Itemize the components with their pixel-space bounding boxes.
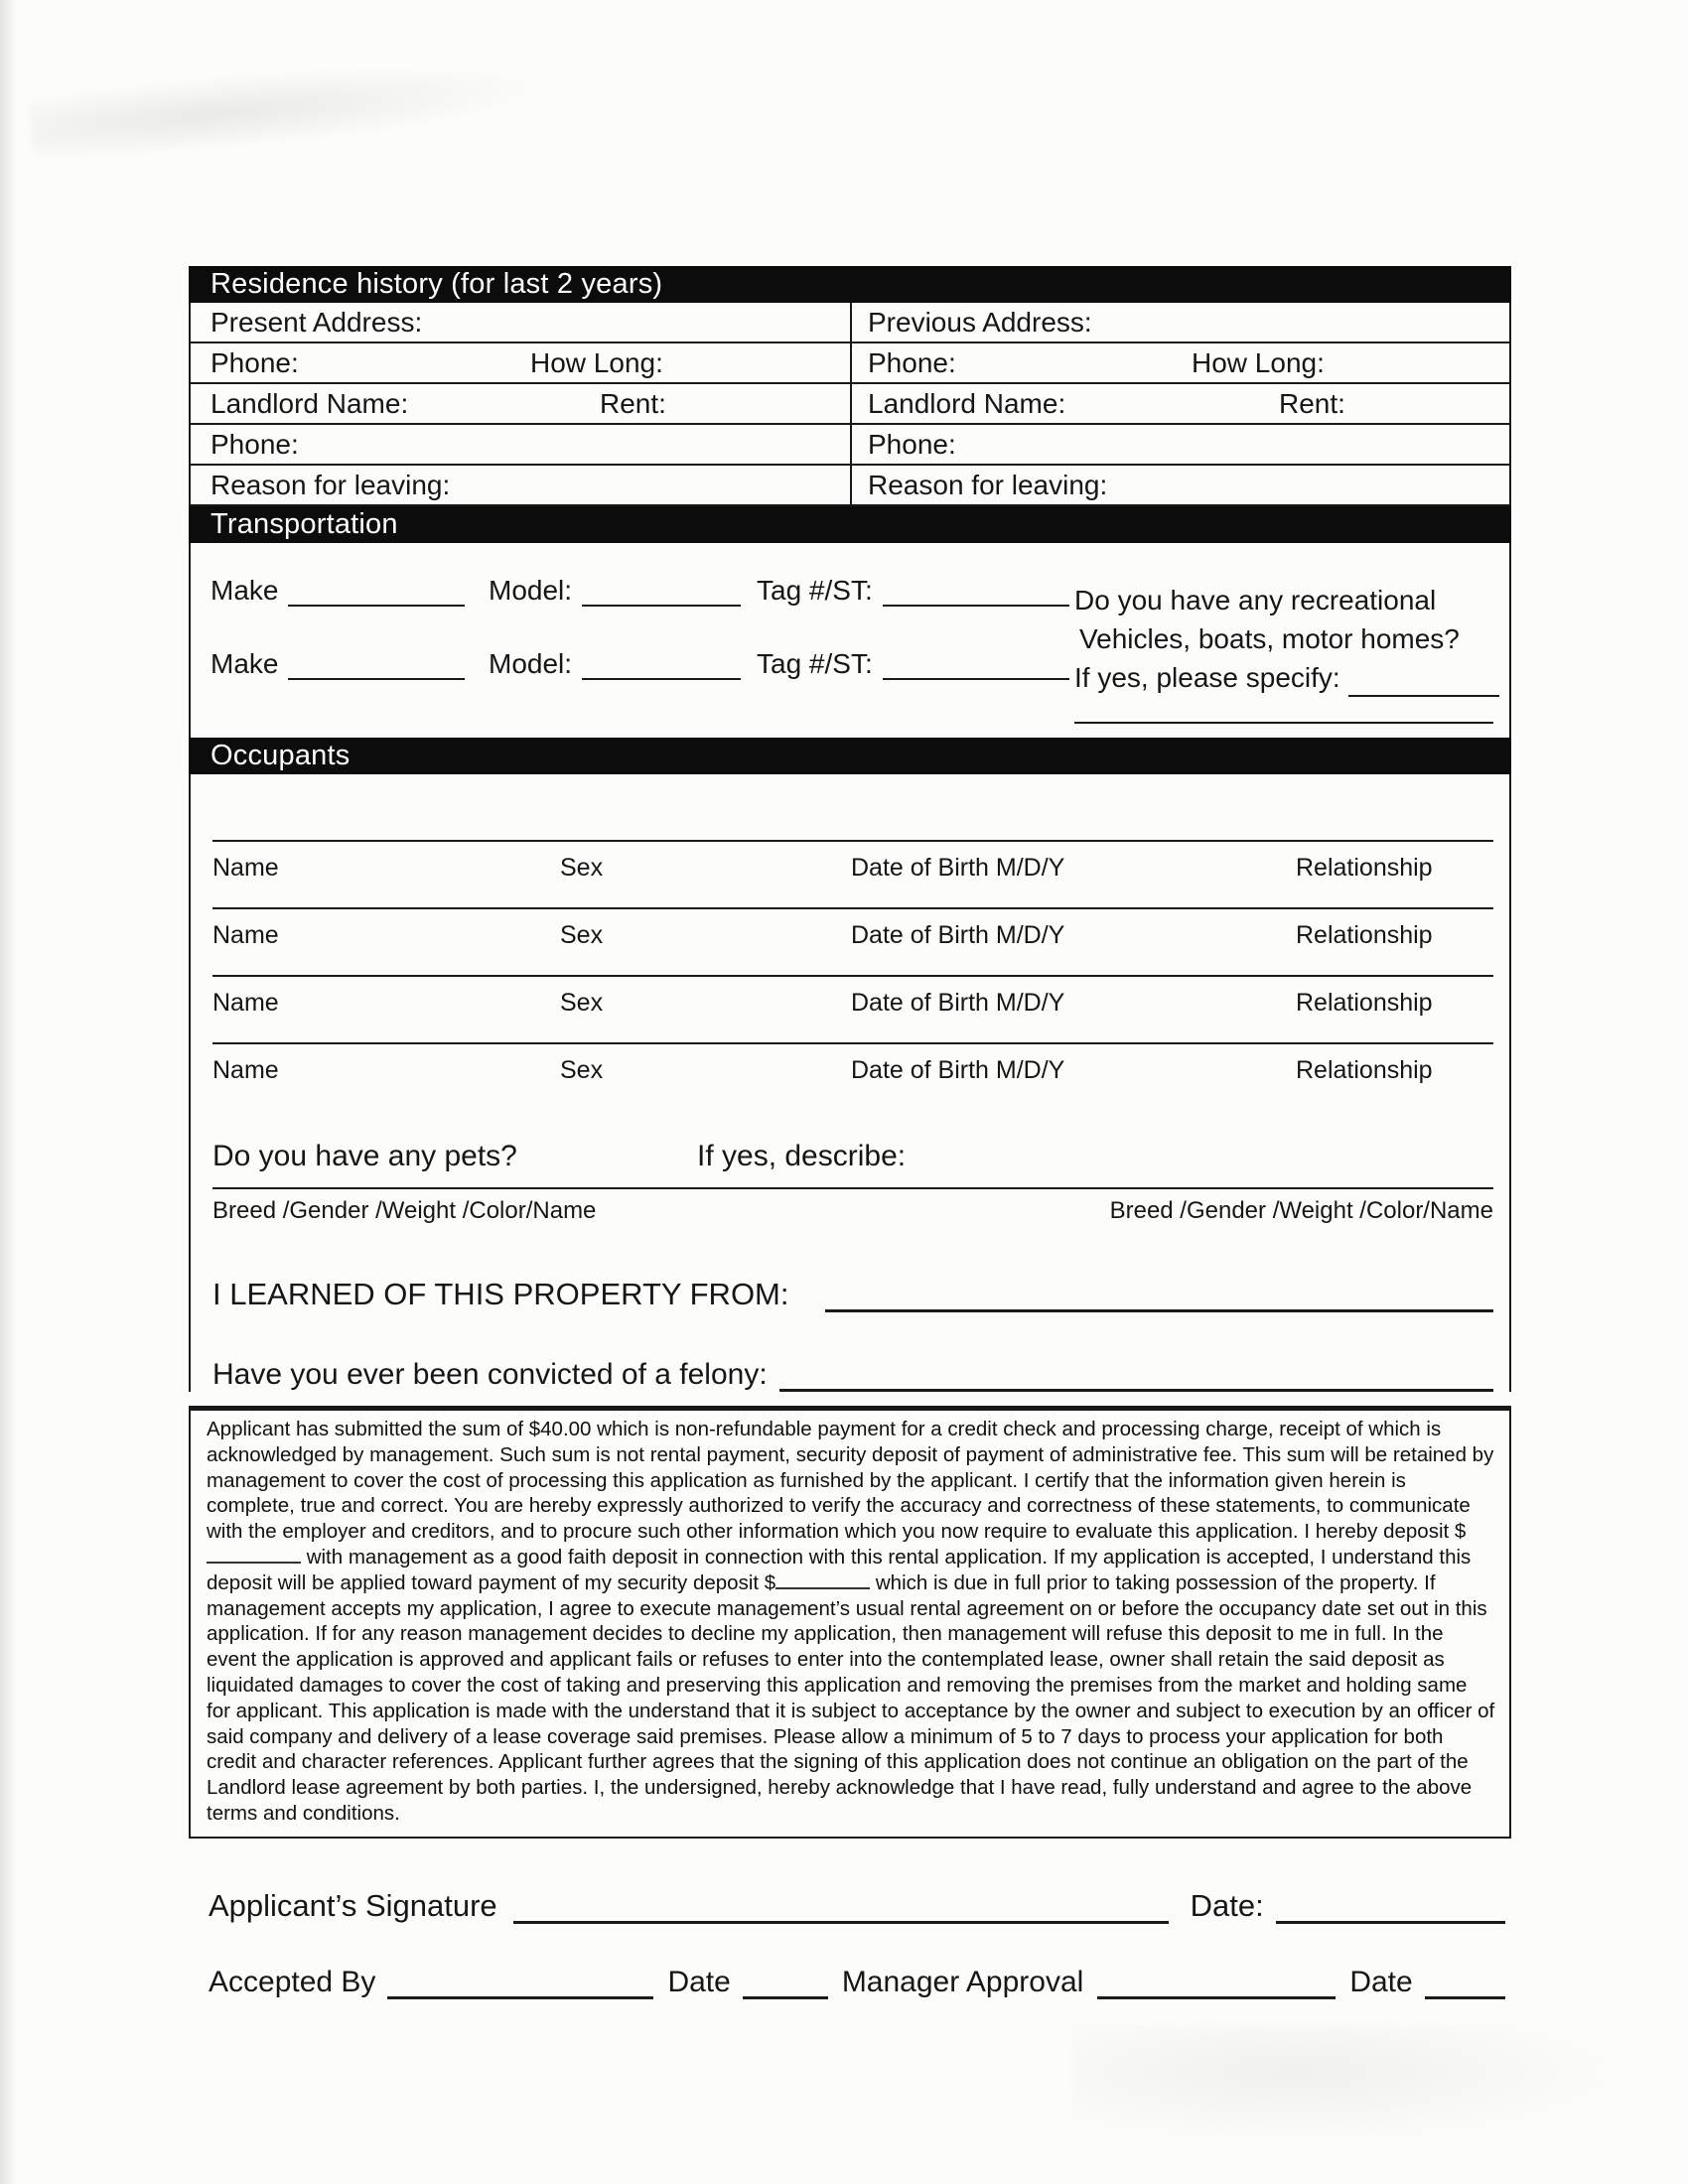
recreational-question-line1: Do you have any recreational: [1074, 585, 1437, 615]
specify-label: If yes, please specify:: [1074, 662, 1340, 693]
phone-label: Phone:: [211, 428, 299, 460]
occupant-column-labels: [191, 977, 1509, 1018]
scan-edge-shadow: [0, 0, 16, 2184]
model-blank-line: [582, 650, 741, 680]
table-row: [191, 343, 1509, 384]
scan-artifact: [1072, 2025, 1628, 2144]
occupants-body: [189, 774, 1511, 1392]
pets-blank-line: [212, 1187, 1493, 1189]
transportation-section-header: [189, 506, 1511, 543]
pet-detail-label-left: Breed /Gender /Weight /Color/Name: [212, 1197, 597, 1224]
model-field: [489, 575, 741, 607]
manager-date-label: Date: [1349, 1965, 1413, 1998]
pets-question-label: Do you have any pets?: [212, 1140, 517, 1172]
relationship-label: Relationship: [1296, 989, 1433, 1017]
residence-history-table: [189, 303, 1511, 506]
recreational-vehicles-question: [1074, 581, 1499, 697]
accepted-date-blank-line: [743, 1966, 828, 1999]
relationship-label: Relationship: [1296, 921, 1433, 949]
residence-history-title: Residence history (for last 2 years): [211, 268, 663, 300]
model-blank-line: [582, 577, 741, 607]
table-row: [191, 303, 1509, 343]
present-reason-leaving-cell: [191, 466, 850, 504]
previous-address-label: Previous Address:: [868, 306, 1092, 338]
reason-for-leaving-label: Reason for leaving:: [868, 469, 1108, 500]
tag-label: Tag #/ST:: [757, 575, 873, 606]
make-label: Make: [211, 648, 279, 679]
make-field: [211, 648, 465, 680]
present-landlord-rent-cell: [191, 384, 850, 423]
occupants-title: Occupants: [211, 740, 351, 771]
learned-of-property-label: I LEARNED OF THIS PROPERTY FROM:: [212, 1277, 789, 1311]
specify-blank-line: [1348, 663, 1499, 697]
deposit-amount-blank-line: [207, 1548, 301, 1564]
sex-label: Sex: [560, 1056, 604, 1084]
present-address-cell: [191, 303, 850, 341]
occupants-section-header: [189, 738, 1511, 774]
sex-label: Sex: [560, 854, 604, 882]
legal-text-part3: which is due in full prior to taking possession of the property. If management accepts my application, I agree to execute management’s usual rental agreement on or before the occupancy date set out in this application. If for any reason management decides to decline my application, then management will refuse this deposit to me in full. In the event the application is approved and applicant fails or refuses to enter into the contemplated lease, owner shall retain the said deposit as liquidated damages to cover the cost of taking and preserving this application and removing the premises from the market and holding same for applicant. This application is made with the understand that it is subject to acceptance by the owner and subject to execution by an officer of said company and delivery of a lease coverage said premises. Please allow a minimum of 5 to 7 days to process your application for both credit and character references. Applicant further agrees that the signing of this application does not continue an obligation on the part of the Landlord lease agreement by both parties. I, the undersigned, hereby acknowledge that I have read, fully understand and agree to the above terms and conditions.: [207, 1570, 1495, 1825]
legal-text-part1: Applicant has submitted the sum of $40.00 which is non-refundable payment for a credit check and processing charge, receipt of which is acknowledged by management. Such sum is not rental payment, security deposit of payment of administrative fee. This sum will be retained by management to cover the cost of processing this application as furnished by the applicant. I certify that the information given herein is complete, true and correct. You are hereby expressly authorized to verify the accuracy and correctness of these statements, to communicate with the employer and creditors, and to procure such other information which you now require to evaluate this application. I hereby deposit $: [207, 1418, 1494, 1544]
pets-describe-label: If yes, describe:: [697, 1140, 907, 1172]
sex-label: Sex: [560, 989, 604, 1017]
accepted-by-blank-line: [387, 1966, 653, 1999]
learned-of-property-row: [212, 1277, 1493, 1312]
occupant-row: [191, 1042, 1509, 1110]
specify-extra-blank-line: [1074, 722, 1493, 724]
tag-label: Tag #/ST:: [757, 648, 873, 679]
rent-label: Rent:: [600, 387, 666, 419]
tag-blank-line: [883, 577, 1069, 607]
table-row: [191, 466, 1509, 506]
transportation-title: Transportation: [211, 508, 398, 540]
scan-artifact: [28, 47, 548, 161]
pet-detail-label-right: Breed /Gender /Weight /Color/Name: [1109, 1197, 1493, 1224]
occupant-row: [191, 840, 1509, 907]
previous-landlord-rent-cell: [850, 384, 1509, 423]
signature-date-label: Date:: [1190, 1887, 1264, 1923]
table-row: [191, 425, 1509, 466]
occupant-column-labels: [191, 1044, 1509, 1085]
make-blank-line: [288, 650, 465, 680]
model-field: [489, 648, 741, 680]
how-long-label: How Long:: [530, 346, 663, 378]
make-field: [211, 575, 465, 607]
previous-landlord-phone-cell: [850, 425, 1509, 464]
present-address-label: Present Address:: [211, 306, 423, 338]
phone-label: Phone:: [868, 428, 956, 460]
occupant-column-labels: [191, 842, 1509, 883]
name-label: Name: [212, 989, 279, 1017]
security-deposit-amount-blank-line: [775, 1573, 870, 1589]
present-landlord-phone-cell: [191, 425, 850, 464]
tag-blank-line: [883, 650, 1069, 680]
previous-address-cell: [850, 303, 1509, 341]
dob-label: Date of Birth M/D/Y: [851, 1056, 1065, 1084]
pet-detail-labels-row: [212, 1197, 1493, 1225]
legal-text-part2: with management as a good faith deposit in connection with this rental application. If my application is accepted, I understand this deposit will be applied toward payment of my security deposit $: [207, 1545, 1472, 1594]
recreational-question-line2: Vehicles, boats, motor homes?: [1079, 623, 1460, 654]
relationship-label: Relationship: [1296, 1056, 1433, 1084]
legal-terms-paragraph: [189, 1406, 1511, 1839]
present-phone-howlong-cell: [191, 343, 850, 382]
landlord-name-label: Landlord Name:: [868, 387, 1066, 419]
office-approval-row: [209, 1966, 1505, 1999]
applicant-signature-label: Applicant’s Signature: [209, 1887, 497, 1923]
felony-question-row: [212, 1358, 1493, 1392]
felony-blank-line: [779, 1358, 1493, 1392]
rental-application-form: [189, 266, 1511, 1999]
reason-for-leaving-label: Reason for leaving:: [211, 469, 451, 500]
rent-label: Rent:: [1279, 387, 1345, 419]
relationship-label: Relationship: [1296, 854, 1433, 882]
model-label: Model:: [489, 575, 573, 606]
phone-label: Phone:: [211, 346, 299, 378]
tag-field: [757, 575, 1069, 607]
how-long-label: How Long:: [1192, 346, 1325, 378]
sex-label: Sex: [560, 921, 604, 949]
model-label: Model:: [489, 648, 573, 679]
applicant-signature-blank-line: [513, 1888, 1169, 1924]
phone-label: Phone:: [868, 346, 956, 378]
felony-question-label: Have you ever been convicted of a felony:: [212, 1358, 768, 1391]
name-label: Name: [212, 854, 279, 882]
occupant-row: [191, 907, 1509, 975]
table-row: [191, 384, 1509, 425]
signature-date-blank-line: [1276, 1888, 1505, 1924]
landlord-name-label: Landlord Name:: [211, 387, 409, 419]
occupant-row: [191, 975, 1509, 1042]
manager-approval-label: Manager Approval: [841, 1965, 1084, 1998]
dob-label: Date of Birth M/D/Y: [851, 989, 1065, 1017]
make-blank-line: [288, 577, 465, 607]
name-label: Name: [212, 921, 279, 949]
previous-reason-leaving-cell: [850, 466, 1509, 504]
manager-approval-blank-line: [1097, 1966, 1336, 1999]
accepted-date-label: Date: [667, 1965, 731, 1998]
dob-label: Date of Birth M/D/Y: [851, 854, 1065, 882]
residence-history-section-header: [189, 266, 1511, 303]
applicant-signature-row: [209, 1888, 1505, 1924]
name-label: Name: [212, 1056, 279, 1084]
dob-label: Date of Birth M/D/Y: [851, 921, 1065, 949]
pets-question-row: [212, 1140, 1493, 1173]
occupant-column-labels: [191, 909, 1509, 950]
tag-field: [757, 648, 1069, 680]
transportation-body: [189, 543, 1511, 738]
learned-of-property-blank-line: [825, 1277, 1494, 1312]
accepted-by-label: Accepted By: [209, 1965, 376, 1998]
previous-phone-howlong-cell: [850, 343, 1509, 382]
make-label: Make: [211, 575, 279, 606]
specify-field: [1074, 658, 1499, 697]
manager-date-blank-line: [1425, 1966, 1505, 1999]
